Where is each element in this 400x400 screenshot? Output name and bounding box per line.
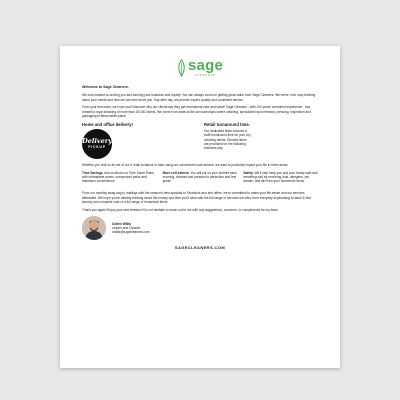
- signer-email[interactable]: cwillis@sagecleaners.com: [112, 230, 150, 235]
- areas-intro: Whether you visit us at one of our 8 retail locations or start using our convenient route service, we want to positively impact your life in three areas:: [82, 162, 289, 167]
- delivery-badge: [82, 129, 112, 159]
- area-esteem: [163, 171, 238, 187]
- area-text: We'll help keep you and your family safe and breathing well by removing dust, allergens, pet dander, and dirt from your household items.: [243, 170, 318, 184]
- retail-text: Our dedicated team ensures a swift turnaround time for your dry cleaning needs. Rushed items are promised for the following business day.: [204, 128, 251, 151]
- brand-tagline: cleaners: [195, 73, 216, 77]
- delivery-badge-line1: Delivery: [82, 137, 112, 146]
- area-time: [82, 171, 157, 187]
- area-text: You will put on your clothes each morning, cleaned and pressed to perfection and feel great!: [162, 170, 237, 184]
- delivery-badge-line2: PICKUP: [88, 145, 106, 150]
- signature-block: [82, 216, 318, 240]
- avatar: [82, 216, 106, 240]
- area-title: Time Savings.: [82, 170, 104, 175]
- signer-name: Colten Willis: [112, 221, 132, 226]
- area-safety: [243, 171, 318, 187]
- area-title: Safety.: [243, 170, 254, 175]
- delivery-column: [82, 122, 196, 159]
- experience-paragraph: From your first order, we hope you'll discover why our clients say they get exceptional care and value! Sage Cleaners - with 100 years' combined experience - has created a loyal following of more than 28,000 clients. We come from state-of-the-art workshops where cleaning, specialized spot removal, pressing, inspection and packaging of items takes place.: [82, 105, 311, 119]
- thanks-paragraph: Thank you again! Enjoy your new freedom! Do not hesitate to reach out to me with any suggestions, concerns, or compliments for my team.: [82, 207, 279, 212]
- offers-paragraph: From our monthly swag bag to mailings with the season's best specials to Facebook and text offers, we're committed to make your life easier and our services affordable. We hope you're already thinking about the money and time you'll save with the full range of services we offer, from everyday drycleaning to wash & fold laundry and complete care of a full range of household items.: [82, 191, 311, 204]
- benefit-areas: [82, 171, 318, 187]
- retail-column: [204, 122, 318, 159]
- letter-page: [60, 46, 340, 368]
- signer-title: Leader and Cleaner: [112, 225, 141, 230]
- brand-name: sage: [188, 57, 223, 74]
- person-icon: [82, 216, 106, 240]
- intro-paragraph: We look forward to serving you and earning your business and loyalty! You can always count on getting great value from Sage Cleaners. We never, ever stop thinking about your needs and how we can best serve you. Day after day, we provide expert, quality and consistent service.: [82, 93, 316, 102]
- brand-logo: [82, 58, 318, 77]
- greeting: Welcome to Sage Cleaners.: [82, 85, 129, 89]
- footer-url[interactable]: SAGECLEANERS.COM: [174, 245, 226, 251]
- retail-heading: Retail turnaround time.: [204, 121, 250, 127]
- delivery-heading: Home and office delivery!: [82, 121, 133, 127]
- area-title: More self-esteem.: [162, 170, 190, 175]
- area-text: Ask us about our Time Saver Plans with unbeatable prices, unexpected perks and maximum convenience.: [82, 170, 154, 184]
- services-section: [82, 122, 318, 159]
- leaf-icon: [177, 59, 186, 77]
